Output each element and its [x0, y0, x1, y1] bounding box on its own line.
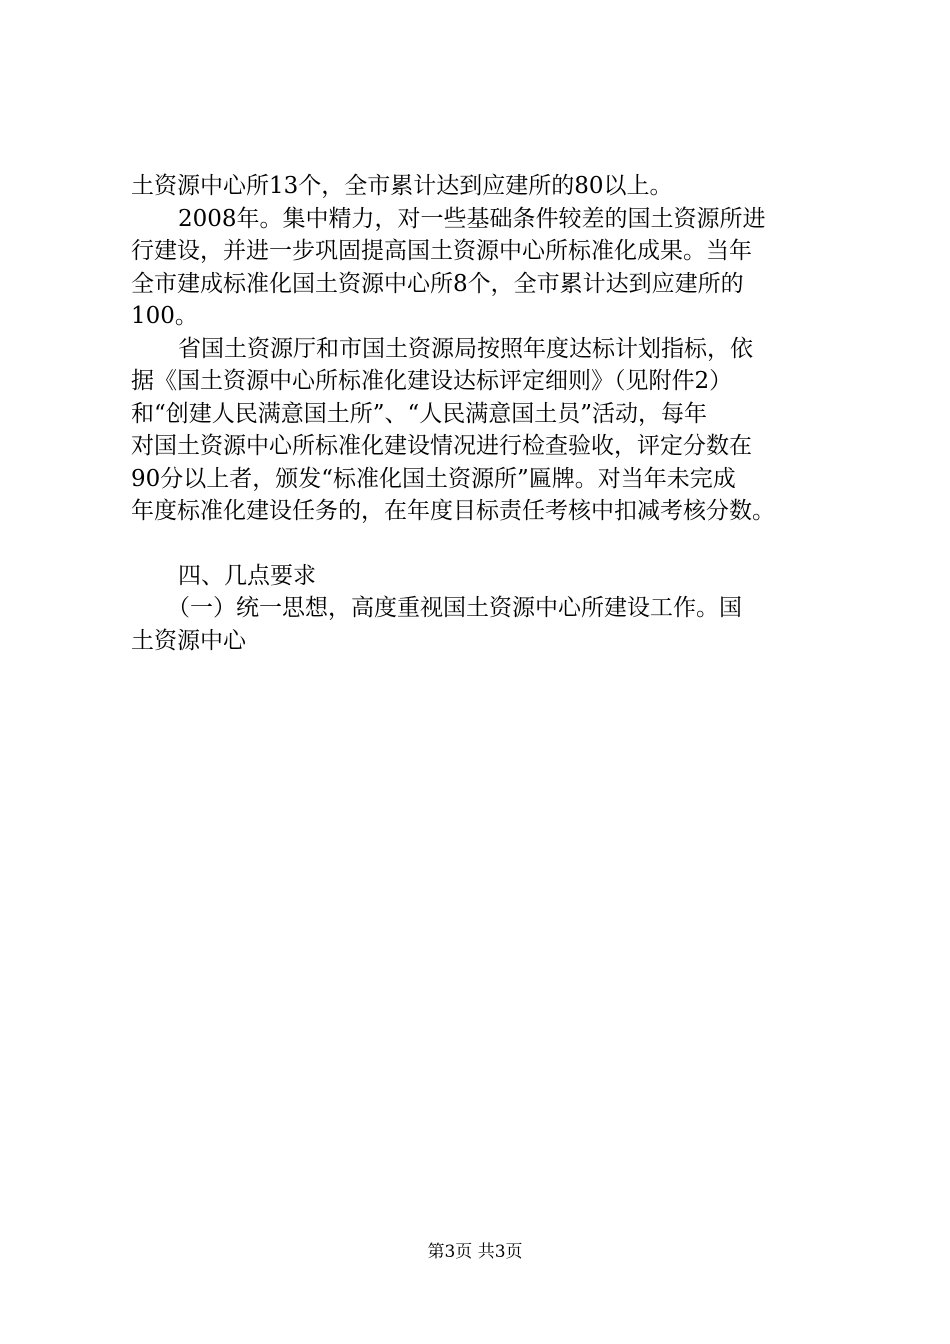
text-line: 行建设，并进一步巩固提高国土资源中心所标准化成果。当年	[131, 238, 752, 264]
text-line: 土资源中心	[131, 627, 246, 654]
paragraph-requirements	[131, 592, 843, 657]
page-footer	[0, 1240, 950, 1264]
text-line: 90分以上者，颁发“标准化国土资源所”匾牌。对当年未完成	[131, 465, 736, 492]
paragraph-2008	[131, 203, 843, 333]
text-line: 年度标准化建设任务的，在年度目标责任考核中扣减考核分数。	[131, 498, 775, 524]
paragraph-continuation	[131, 170, 843, 203]
text-line: 据《国土资源中心所标准化建设达标评定细则》（见附件2）	[131, 368, 733, 394]
text-line: 2008年。集中精力，对一些基础条件较差的国土资源所进	[178, 205, 766, 232]
paragraph-gap	[131, 528, 843, 560]
text-line: 对国土资源中心所标准化建设情况进行检查验收，评定分数在	[131, 433, 752, 459]
text-line: 省国土资源厅和市国土资源局按照年度达标计划指标，依	[178, 335, 753, 362]
section-title: 四、几点要求	[178, 562, 316, 589]
text-line: 全市建成标准化国土资源中心所8个，全市累计达到应建所的	[131, 270, 744, 297]
text-line: 和“创建人民满意国土所”、“人民满意国土员”活动，每年	[131, 400, 708, 427]
text-line: 土资源中心所13个，全市累计达到应建所的80以上。	[131, 173, 673, 199]
text-line: 100。	[131, 303, 198, 329]
document-body	[131, 170, 843, 657]
paragraph-inspection	[131, 333, 843, 528]
text-line: （一）统一思想，高度重视国土资源中心所建设工作。国	[167, 595, 742, 621]
page-number: 第3页 共3页	[427, 1242, 523, 1262]
section-heading	[131, 560, 843, 593]
